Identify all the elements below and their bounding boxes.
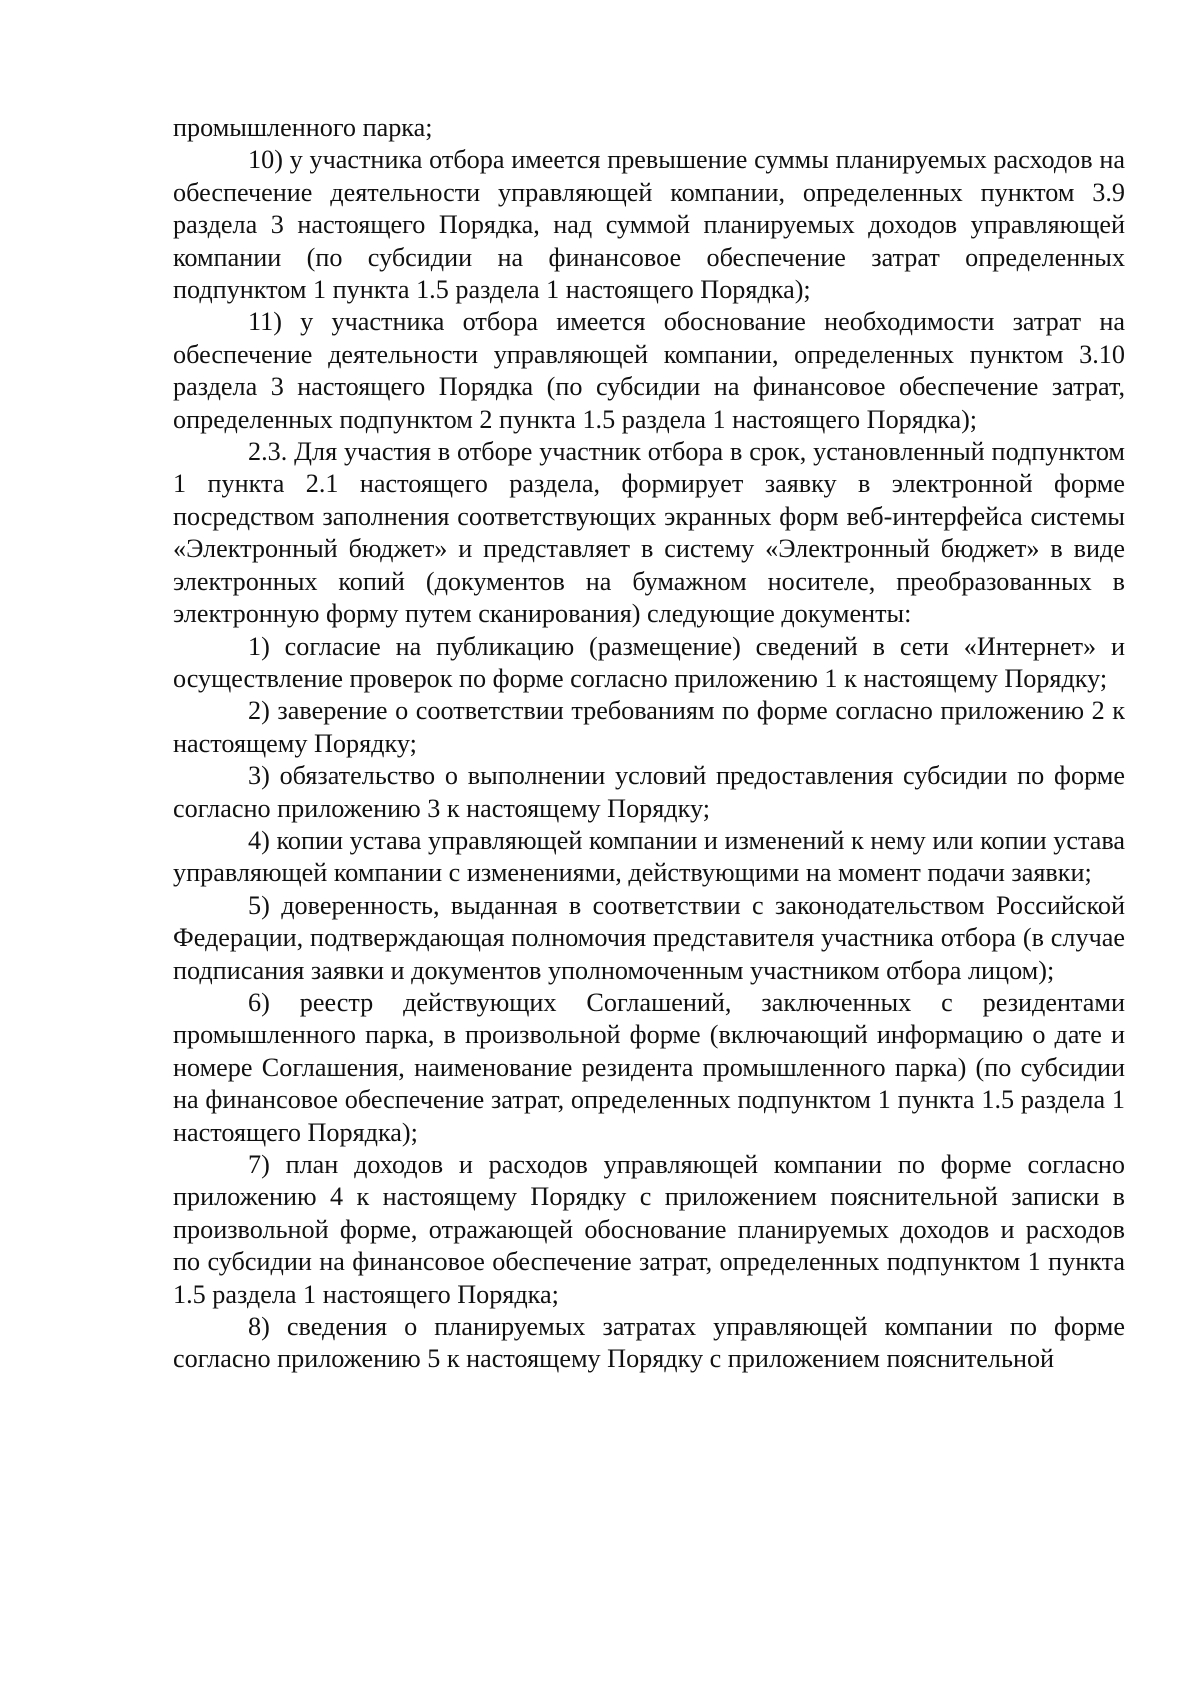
paragraph-doc-4: 4) копии устава управляющей компании и изменений к нему или копии устава управляющей компании с изменениями, действующими на момент подачи заявки; [173,825,1125,888]
paragraph-item-11: 11) у участника отбора имеется обоснование необходимости затрат на обеспечение деятельности управляющей компании, определенных пунктом 3.10 раздела 3 настоящего Порядка (по субсидии на финансовое обеспечение затрат, определенных подпунктом 2 пункта 1.5 раздела 1 настоящего Порядка); [173,307,1125,434]
paragraph-section-2-3: 2.3. Для участия в отборе участник отбора в срок, установленный подпунктом 1 пункта 2.1 настоящего раздела, формирует заявку в электронной форме посредством заполнения соответствующих экранных форм веб-интерфейса системы «Электронный бюджет» и представляет в систему «Электронный бюджет» в виде электронных копий (документов на бумажном носителе, преобразованных в электронную форму путем сканирования) следующие документы: [173,437,1125,629]
paragraph-doc-6: 6) реестр действующих Соглашений, заключенных с резидентами промышленного парка, в произвольной форме (включающий информацию о дате и номере Соглашения, наименование резидента промышленного парка) (по субсидии на финансовое обеспечение затрат, определенных подпунктом 1 пункта 1.5 раздела 1 настоящего Порядка); [173,987,1125,1147]
paragraph-continuation: промышленного парка; [173,113,433,142]
paragraph-doc-1: 1) согласие на публикацию (размещение) сведений в сети «Интернет» и осуществление проверок по форме согласно приложению 1 к настоящему Порядку; [173,631,1125,693]
paragraph-item-10: 10) у участника отбора имеется превышение суммы планируемых расходов на обеспечение деятельности управляющей компании, определенных пунктом 3.9 раздела 3 настоящего Порядка, над суммой планируемых доходов управляющей компании (по субсидии на финансовое обеспечение затрат определенных подпунктом 1 пункта 1.5 раздела 1 настоящего Порядка); [173,145,1125,305]
paragraph-doc-7: 7) план доходов и расходов управляющей компании по форме согласно приложению 4 к настоящему Порядку с приложением пояснительной записки в произвольной форме, отражающей обоснование планируемых доходов и расходов по субсидии на финансовое обеспечение затрат, определенных подпунктом 1 пункта 1.5 раздела 1 настоящего Порядка; [173,1150,1125,1309]
document-page [173,112,1125,1376]
paragraph-doc-2: 2) заверение о соответствии требованиям по форме согласно приложению 2 к настоящему Порядку; [173,696,1125,758]
paragraph-doc-8: 8) сведения о планируемых затратах управляющей компании по форме согласно приложению 5 к настоящему Порядку с приложением пояснительной [173,1312,1125,1374]
paragraph-doc-5: 5) доверенность, выданная в соответствии с законодательством Российской Федерации, подтверждающая полномочия представителя участника отбора (в случае подписания заявки и документов уполномоченным участником отбора лицом); [173,890,1125,985]
paragraph-doc-3: 3) обязательство о выполнении условий предоставления субсидии по форме согласно приложению 3 к настоящему Порядку; [173,761,1125,823]
